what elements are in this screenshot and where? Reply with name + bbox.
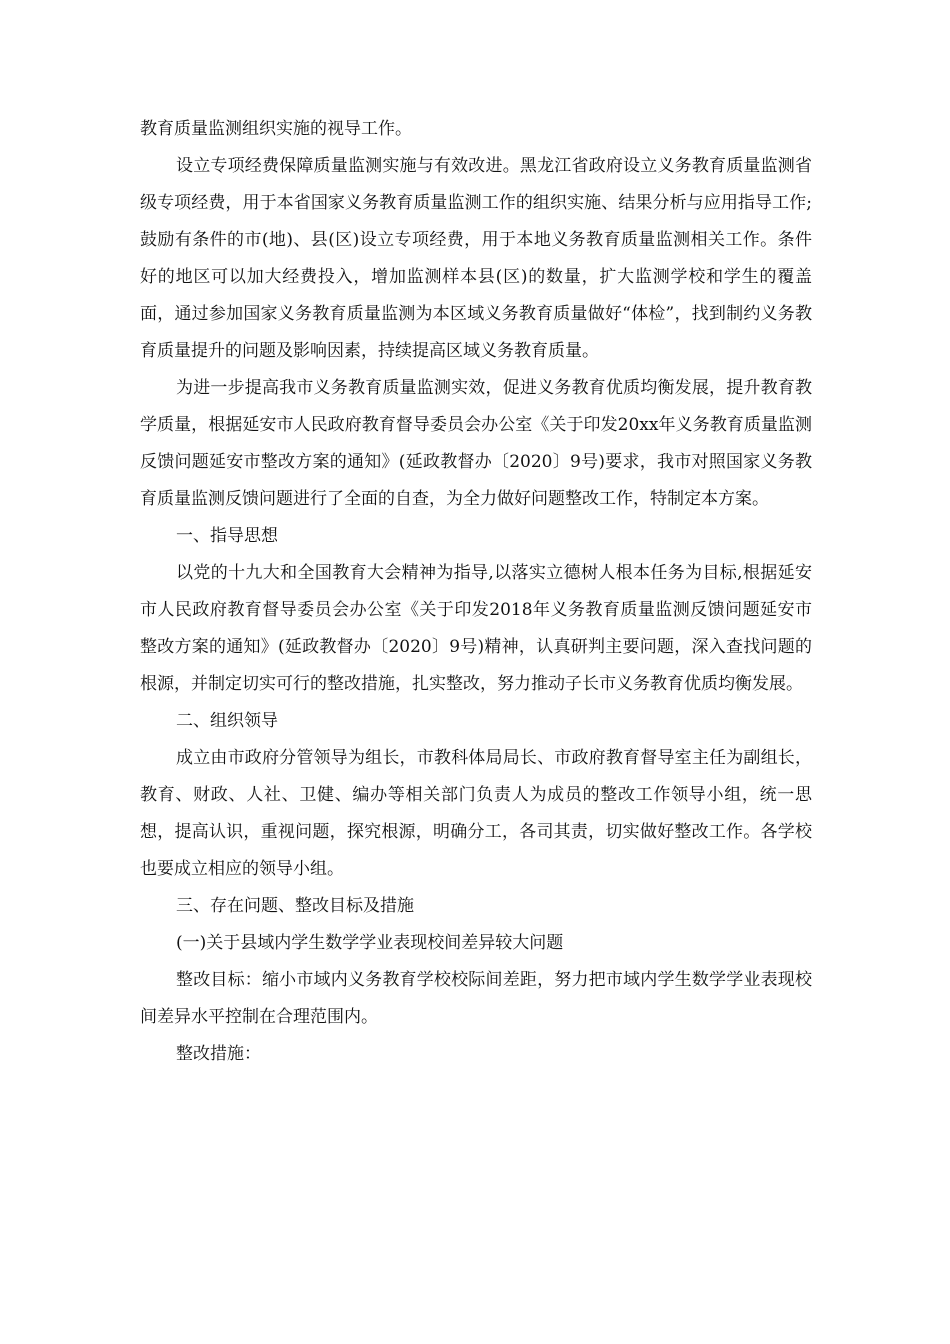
paragraph-rectification-goal: 整改目标：缩小市域内义务教育学校校际间差距，努力把市域内学生数学学业表现校间差异水平控制在合理范围内。 <box>140 970 812 1027</box>
paragraph-organization: 成立由市政府分管领导为组长，市教科体局局长、市政府教育督导室主任为副组长，教育、财政、人社、卫健、编办等相关部门负责人为成员的整改工作领导小组，统一思想，提高认识，重视问题，探究根源，明确分工，各司其责，切实做好整改工作。各学校也要成立相应的领导小组。 <box>140 748 812 879</box>
paragraph-rectification-measures: 整改措施： <box>176 1044 261 1064</box>
paragraph-guiding-ideology: 以党的十九大和全国教育大会精神为指导,以落实立德树人根本任务为目标,根据延安市人民政府教育督导委员会办公室《关于印发2018年义务教育质量监测反馈问题延安市整改方案的通知》(延政教督办〔2020〕9号)精神，认真研判主要问题，深入查找问题的根源，并制定切实可行的整改措施，扎实整改，努力推动子长市义务教育优质均衡发展。 <box>140 563 812 694</box>
heading-guiding-ideology: 一、指导思想 <box>176 526 278 546</box>
document-body <box>140 111 812 1073</box>
paragraph-intro: 为进一步提高我市义务教育质量监测实效，促进义务教育优质均衡发展，提升教育教学质量，根据延安市人民政府教育督导委员会办公室《关于印发20xx年义务教育质量监测反馈问题延安市整改方案的通知》(延政教督办〔2020〕9号)要求，我市对照国家义务教育质量监测反馈问题进行了全面的自查，为全力做好问题整改工作，特制定本方案。 <box>140 378 812 509</box>
paragraph-continuation: 教育质量监测组织实施的视导工作。 <box>140 119 412 139</box>
paragraph-special-funding: 设立专项经费保障质量监测实施与有效改进。黑龙江省政府设立义务教育质量监测省级专项经费，用于本省国家义务教育质量监测工作的组织实施、结果分析与应用指导工作;鼓励有条件的市(地)、县(区)设立专项经费，用于本地义务教育质量监测相关工作。条件好的地区可以加大经费投入，增加监测样本县(区)的数量，扩大监测学校和学生的覆盖面，通过参加国家义务教育质量监测为本区域义务教育质量做好“体检”，找到制约义务教育质量提升的问题及影响因素，持续提高区域义务教育质量。 <box>140 156 812 361</box>
heading-organization: 二、组织领导 <box>176 711 278 731</box>
subheading-math-gap: (一)关于县域内学生数学学业表现校间差异较大问题 <box>176 933 564 953</box>
heading-problems-goals: 三、存在问题、整改目标及措施 <box>176 896 414 916</box>
